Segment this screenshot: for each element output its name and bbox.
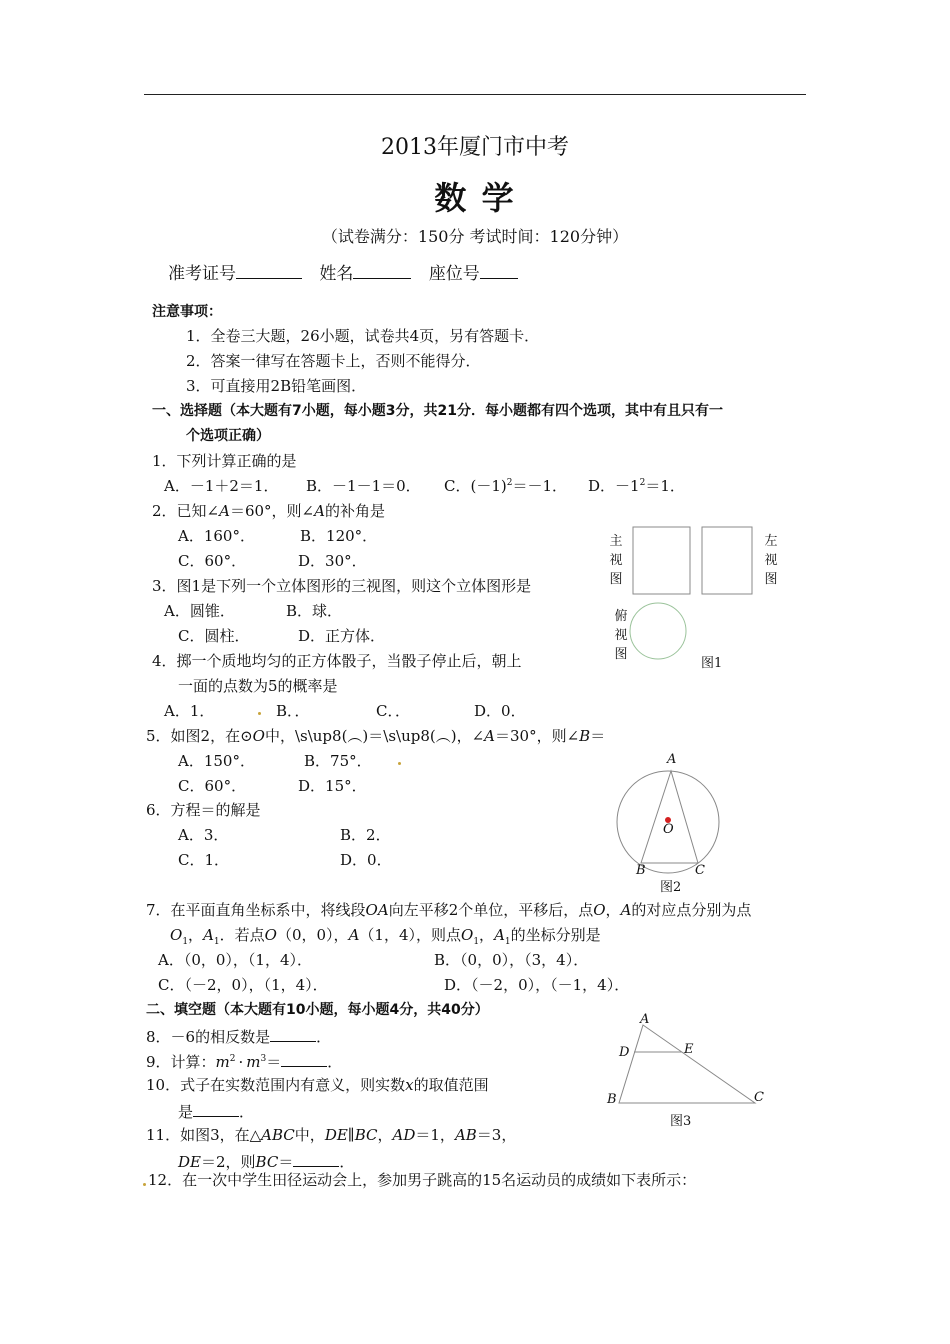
q1-option-c: C．$(-1)^2=-1$． <box>444 477 568 495</box>
artifact-dot <box>143 1183 146 1186</box>
q2-option-a: A．160°． <box>178 527 255 545</box>
q1-option-a: A．－1＋2＝1． <box>164 477 279 495</box>
figure-2 <box>612 762 752 872</box>
section1-heading: 一、选择题（本大题有7小题，每小题3分，共21分．每小题都有四个选项，其中有且只有一 <box>152 403 723 419</box>
q9-blank[interactable] <box>281 1050 327 1067</box>
artifact-dot <box>398 762 401 765</box>
q3-option-b: B．球． <box>286 602 343 620</box>
q4-stem-cont: 一面的点数为5的概率是 <box>178 677 338 695</box>
seat-label: 座位号 <box>428 264 480 284</box>
q3-stem: 3．图1是下列一个立体图形的三视图，则这个立体图形是 <box>152 577 532 595</box>
figure-2-caption: 图2 <box>660 880 682 895</box>
q2-stem: 2．已知∠A＝60°，则∠A的补角是 <box>152 502 385 520</box>
q5-option-b: B．75°． <box>304 752 372 770</box>
q6-option-c: C．1． <box>178 851 230 869</box>
q1-stem: 1．下列计算正确的是 <box>152 452 297 470</box>
header-rule <box>144 94 806 95</box>
triangle-abc <box>641 771 698 863</box>
q7-stem: 7．在平面直角坐标系中，将线段OA向左平移2个单位，平移后，点O，A的对应点分别为点 <box>146 901 752 919</box>
front-view-rect <box>633 527 690 594</box>
q8-stem: 8．－6的相反数是 ． <box>146 1025 331 1047</box>
exam-number-blank[interactable] <box>236 262 302 279</box>
q10-stem-cont: 是 ． <box>178 1100 254 1122</box>
figure-1 <box>630 522 760 662</box>
q1-option-b: B．－1－1＝0． <box>306 477 421 495</box>
q6-stem: 6．方程＝的解是 <box>146 801 261 819</box>
q7-option-c: C．（－2，0），（1，4）． <box>158 976 328 994</box>
note-item: 2．答案一律写在答题卡上，否则不能得分． <box>186 352 481 370</box>
artifact-dot <box>258 712 261 715</box>
candidate-fields <box>168 262 518 286</box>
q3-option-d: D．正方体． <box>298 627 386 645</box>
top-view-circle <box>630 603 686 659</box>
section2-heading: 二、填空题（本大题有10小题，每小题4分，共40分） <box>146 1002 489 1018</box>
name-blank[interactable] <box>353 262 411 279</box>
exam-info: （试卷满分：150分 考试时间：120分钟） <box>321 227 629 246</box>
q10-blank[interactable] <box>193 1100 239 1117</box>
q7-option-a: A．（0，0），（1，4）． <box>158 951 313 969</box>
name-label: 姓名 <box>319 264 354 284</box>
q2-option-c: C．60°． <box>178 552 247 570</box>
exam-number-label: 准考证号 <box>168 264 236 284</box>
fig2-label-b: B <box>636 863 646 878</box>
q11-stem-cont: DE＝2，则BC＝ ． <box>178 1150 354 1172</box>
q7-stem-cont: $O_1$，$A_1$．若点O（0，0），A（1，4），则点$O_1$，$A_1$的坐标分别是 <box>170 926 601 947</box>
q4-option-a: A．1． <box>164 702 215 720</box>
q4-stem: 4．掷一个质地均匀的正方体骰子，当骰子停止后，朝上 <box>152 652 522 670</box>
q10-stem: 10．式子在实数范围内有意义，则实数x的取值范围 <box>146 1076 489 1094</box>
figure-1-caption: 图1 <box>701 656 723 671</box>
q6-option-d: D．0． <box>340 851 392 869</box>
side-view-label: 左 视 图 <box>764 534 778 587</box>
q4-option-d: D．0． <box>474 702 526 720</box>
q9-stem: 9．计算：$m^2 \cdot m^3=$ ． <box>146 1050 342 1072</box>
q2-option-b: B．120°． <box>300 527 378 545</box>
fig3-label-e: E <box>684 1042 694 1057</box>
q5-stem: 5．如图2，在⊙O中，\s\up8(︵)＝\s\up8(︵)，∠A＝30°，则∠B＝ <box>146 727 606 745</box>
q5-option-d: D．15°． <box>298 777 367 795</box>
q11-stem: 11．如图3，在△ABC中，DE∥BC，AD＝1，AB＝3， <box>146 1126 517 1144</box>
q4-option-b: B．． <box>276 702 310 720</box>
fig2-label-o: O <box>663 822 674 837</box>
q6-option-b: B．2． <box>340 826 391 844</box>
q5-option-a: A．150°． <box>178 752 255 770</box>
figure-3 <box>610 1020 770 1110</box>
fig2-label-c: C <box>695 863 705 878</box>
q7-option-d: D．（－2，0），（－1，4）． <box>444 976 630 994</box>
figure-3-caption: 图3 <box>670 1114 692 1129</box>
top-view-label: 俯 视 图 <box>614 609 628 662</box>
q11-blank[interactable] <box>293 1150 339 1167</box>
section1-heading-cont: 个选项正确） <box>186 428 270 444</box>
q2-option-d: D．30°． <box>298 552 367 570</box>
fig3-label-a: A <box>640 1012 650 1027</box>
q5-option-c: C．60°． <box>178 777 247 795</box>
note-item: 3．可直接用2B铅笔画图． <box>186 377 367 395</box>
q7-option-b: B．（0，0），（3，4）． <box>434 951 589 969</box>
notes-title: 注意事项： <box>152 304 222 320</box>
side-view-rect <box>702 527 752 594</box>
subject-title: 数 学 <box>434 179 516 217</box>
front-view-label: 主 视 图 <box>609 534 623 587</box>
fig3-label-b: B <box>607 1092 617 1107</box>
q3-option-a: A．圆锥． <box>164 602 235 620</box>
triangle-abc <box>619 1025 755 1103</box>
q6-option-a: A．3． <box>178 826 229 844</box>
exam-title: 2013年厦门市中考 <box>381 135 569 160</box>
seat-blank[interactable] <box>480 262 518 279</box>
q1-option-d: D．$-1^2=1$． <box>588 477 685 495</box>
fig3-label-c: C <box>754 1090 764 1105</box>
fig3-label-d: D <box>619 1045 630 1060</box>
q4-option-c: C．． <box>376 702 410 720</box>
q12-stem: 12．在一次中学生田径运动会上，参加男子跳高的15名运动员的成绩如下表所示： <box>148 1171 697 1189</box>
q3-option-c: C．圆柱． <box>178 627 250 645</box>
q8-blank[interactable] <box>270 1025 316 1042</box>
note-item: 1．全卷三大题，26小题，试卷共4页，另有答题卡． <box>186 327 540 345</box>
fig2-label-a: A <box>667 752 677 767</box>
